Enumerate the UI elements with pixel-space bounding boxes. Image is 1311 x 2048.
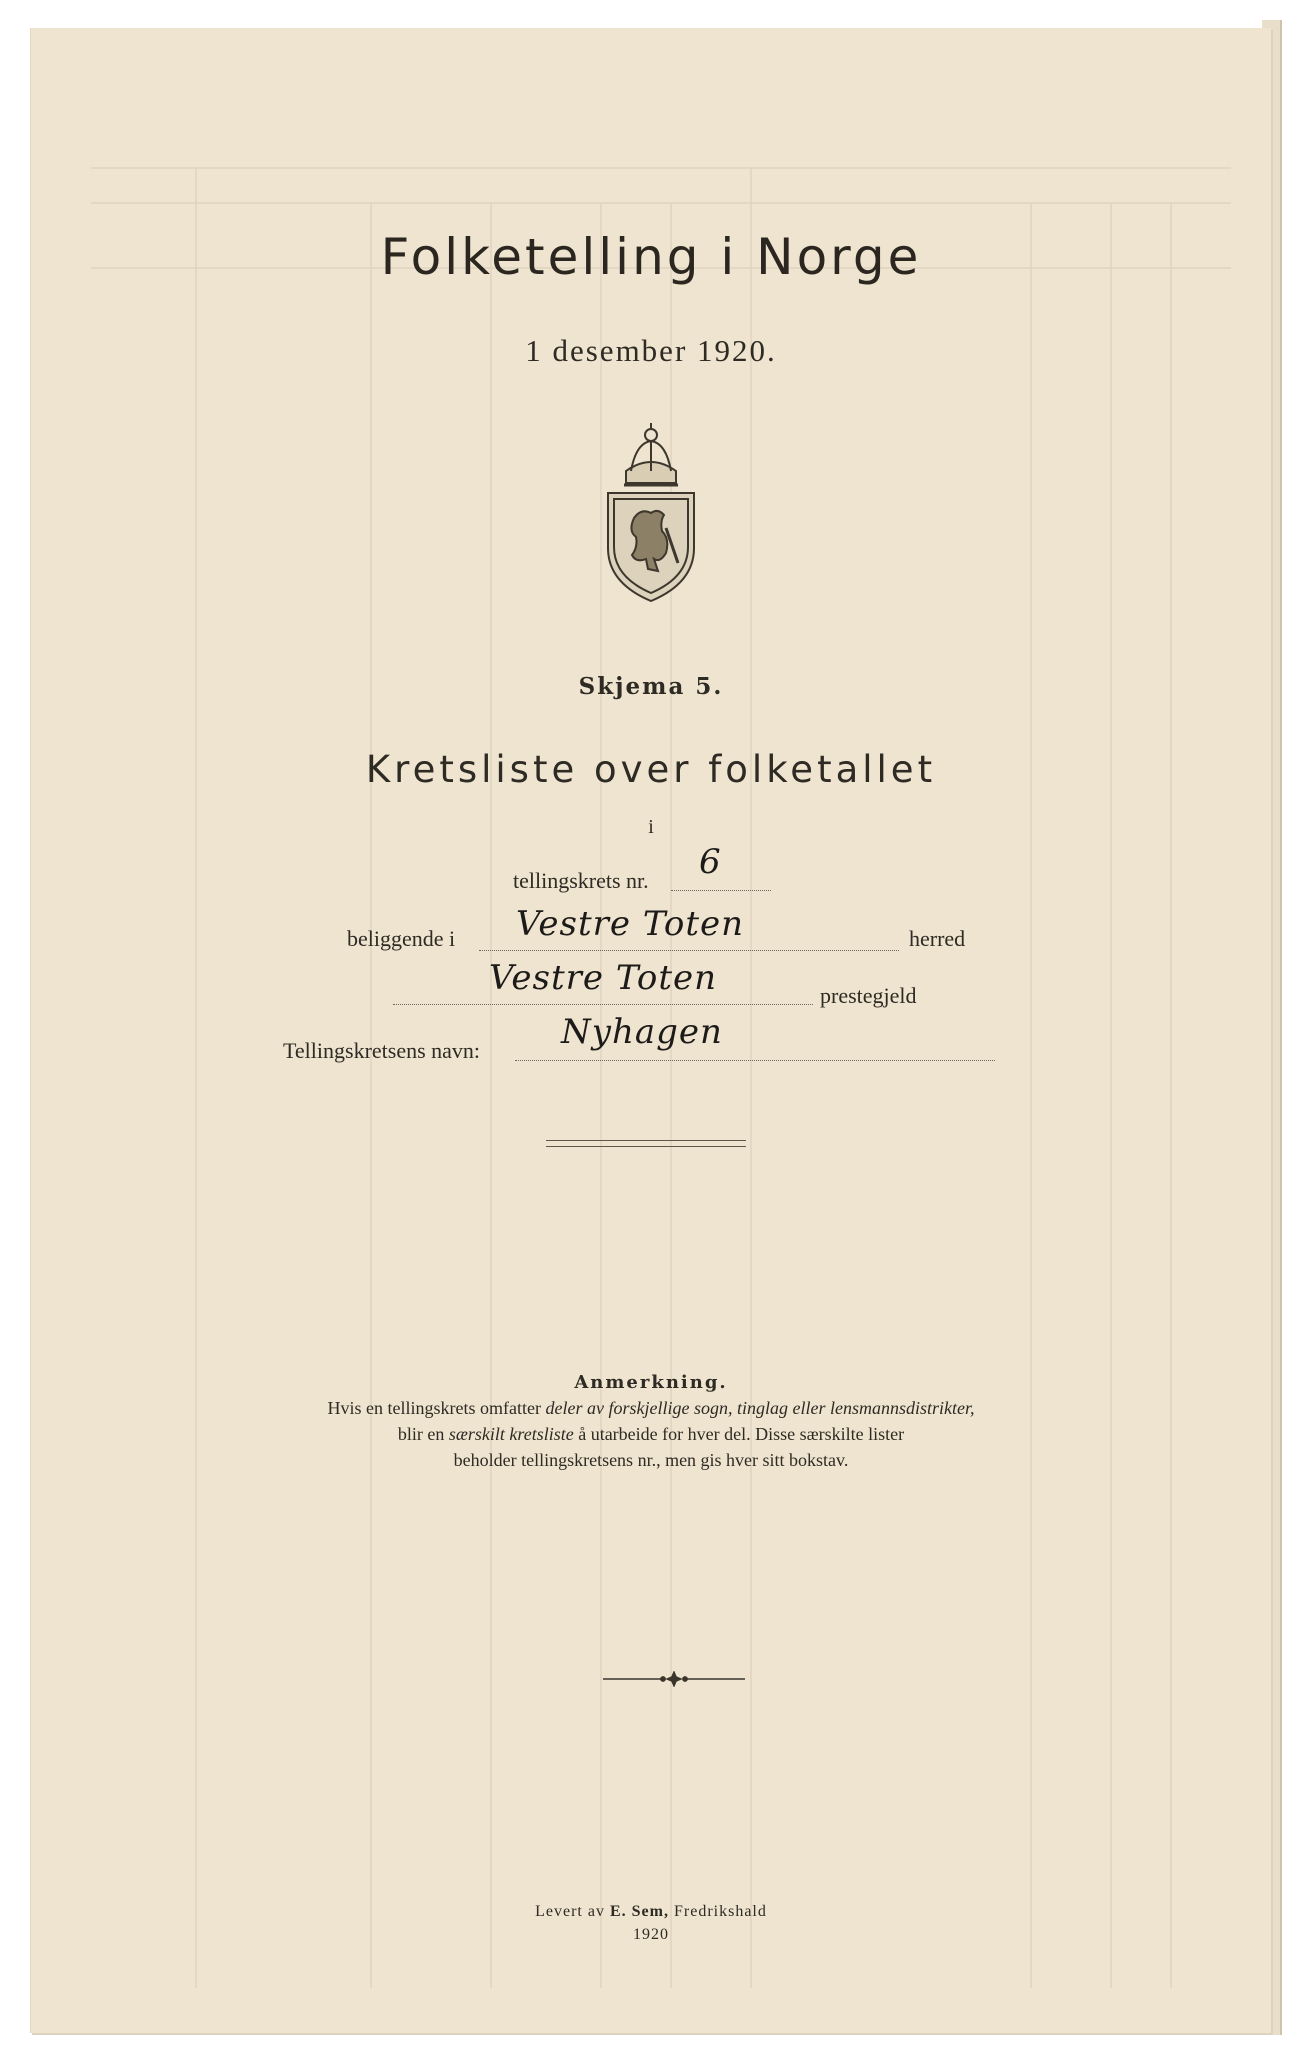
note-line-2-emphasis: særskilt kretsliste bbox=[448, 1424, 574, 1444]
form-title: Folketelling i Norge bbox=[380, 228, 922, 286]
form-heading: Kretsliste over folketallet bbox=[365, 748, 937, 791]
printer-credit-pre: Levert av bbox=[535, 1903, 610, 1920]
divider-rule-top bbox=[546, 1140, 746, 1141]
note-line-2-text-b: å utarbeide for hver del. Disse særskilte lister bbox=[573, 1424, 905, 1444]
census-date: 1 desember 1920. bbox=[525, 333, 777, 368]
tellingskrets-value: 6 bbox=[699, 842, 722, 882]
note-line-1-emphasis: deler av forskjellige sogn, tinglag eller lensmannsdistrikter, bbox=[545, 1398, 975, 1418]
note-line-2 bbox=[31, 1424, 1271, 1445]
note-line-3: beholder tellingskretsens nr., men gis hver sitt bokstav. bbox=[453, 1450, 849, 1470]
census-form-page bbox=[30, 28, 1271, 2033]
printer-year: 1920 bbox=[633, 1926, 669, 1943]
ornament-divider-icon bbox=[599, 1671, 749, 1687]
form-number-label: Skjema 5. bbox=[578, 673, 724, 700]
printer-name: E. Sem, bbox=[609, 1903, 669, 1920]
printer-credit-post: Fredrikshald bbox=[668, 1903, 767, 1920]
note-line-1 bbox=[31, 1398, 1271, 1419]
preposition-label: i bbox=[648, 816, 654, 838]
note-line-1-text: Hvis en tellingskrets omfatter bbox=[327, 1398, 546, 1418]
tellingskrets-label: tellingskrets nr. bbox=[513, 868, 649, 893]
herred-label: herred bbox=[909, 926, 966, 951]
divider-rule-bottom bbox=[546, 1146, 746, 1147]
norwegian-coat-of-arms-icon bbox=[596, 413, 706, 603]
kretsnavn-label: Tellingskretsens navn: bbox=[283, 1038, 481, 1063]
beliggende-value: Vestre Toten bbox=[516, 904, 745, 944]
prestegjeld-value: Vestre Toten bbox=[489, 958, 718, 998]
kretsnavn-value: Nyhagen bbox=[561, 1012, 723, 1052]
prestegjeld-label: prestegjeld bbox=[820, 983, 917, 1008]
printer-credit bbox=[31, 1903, 1271, 1921]
note-title: Anmerkning. bbox=[574, 1372, 728, 1393]
beliggende-label: beliggende i bbox=[347, 926, 456, 951]
note-line-2-text-a: blir en bbox=[397, 1424, 449, 1444]
